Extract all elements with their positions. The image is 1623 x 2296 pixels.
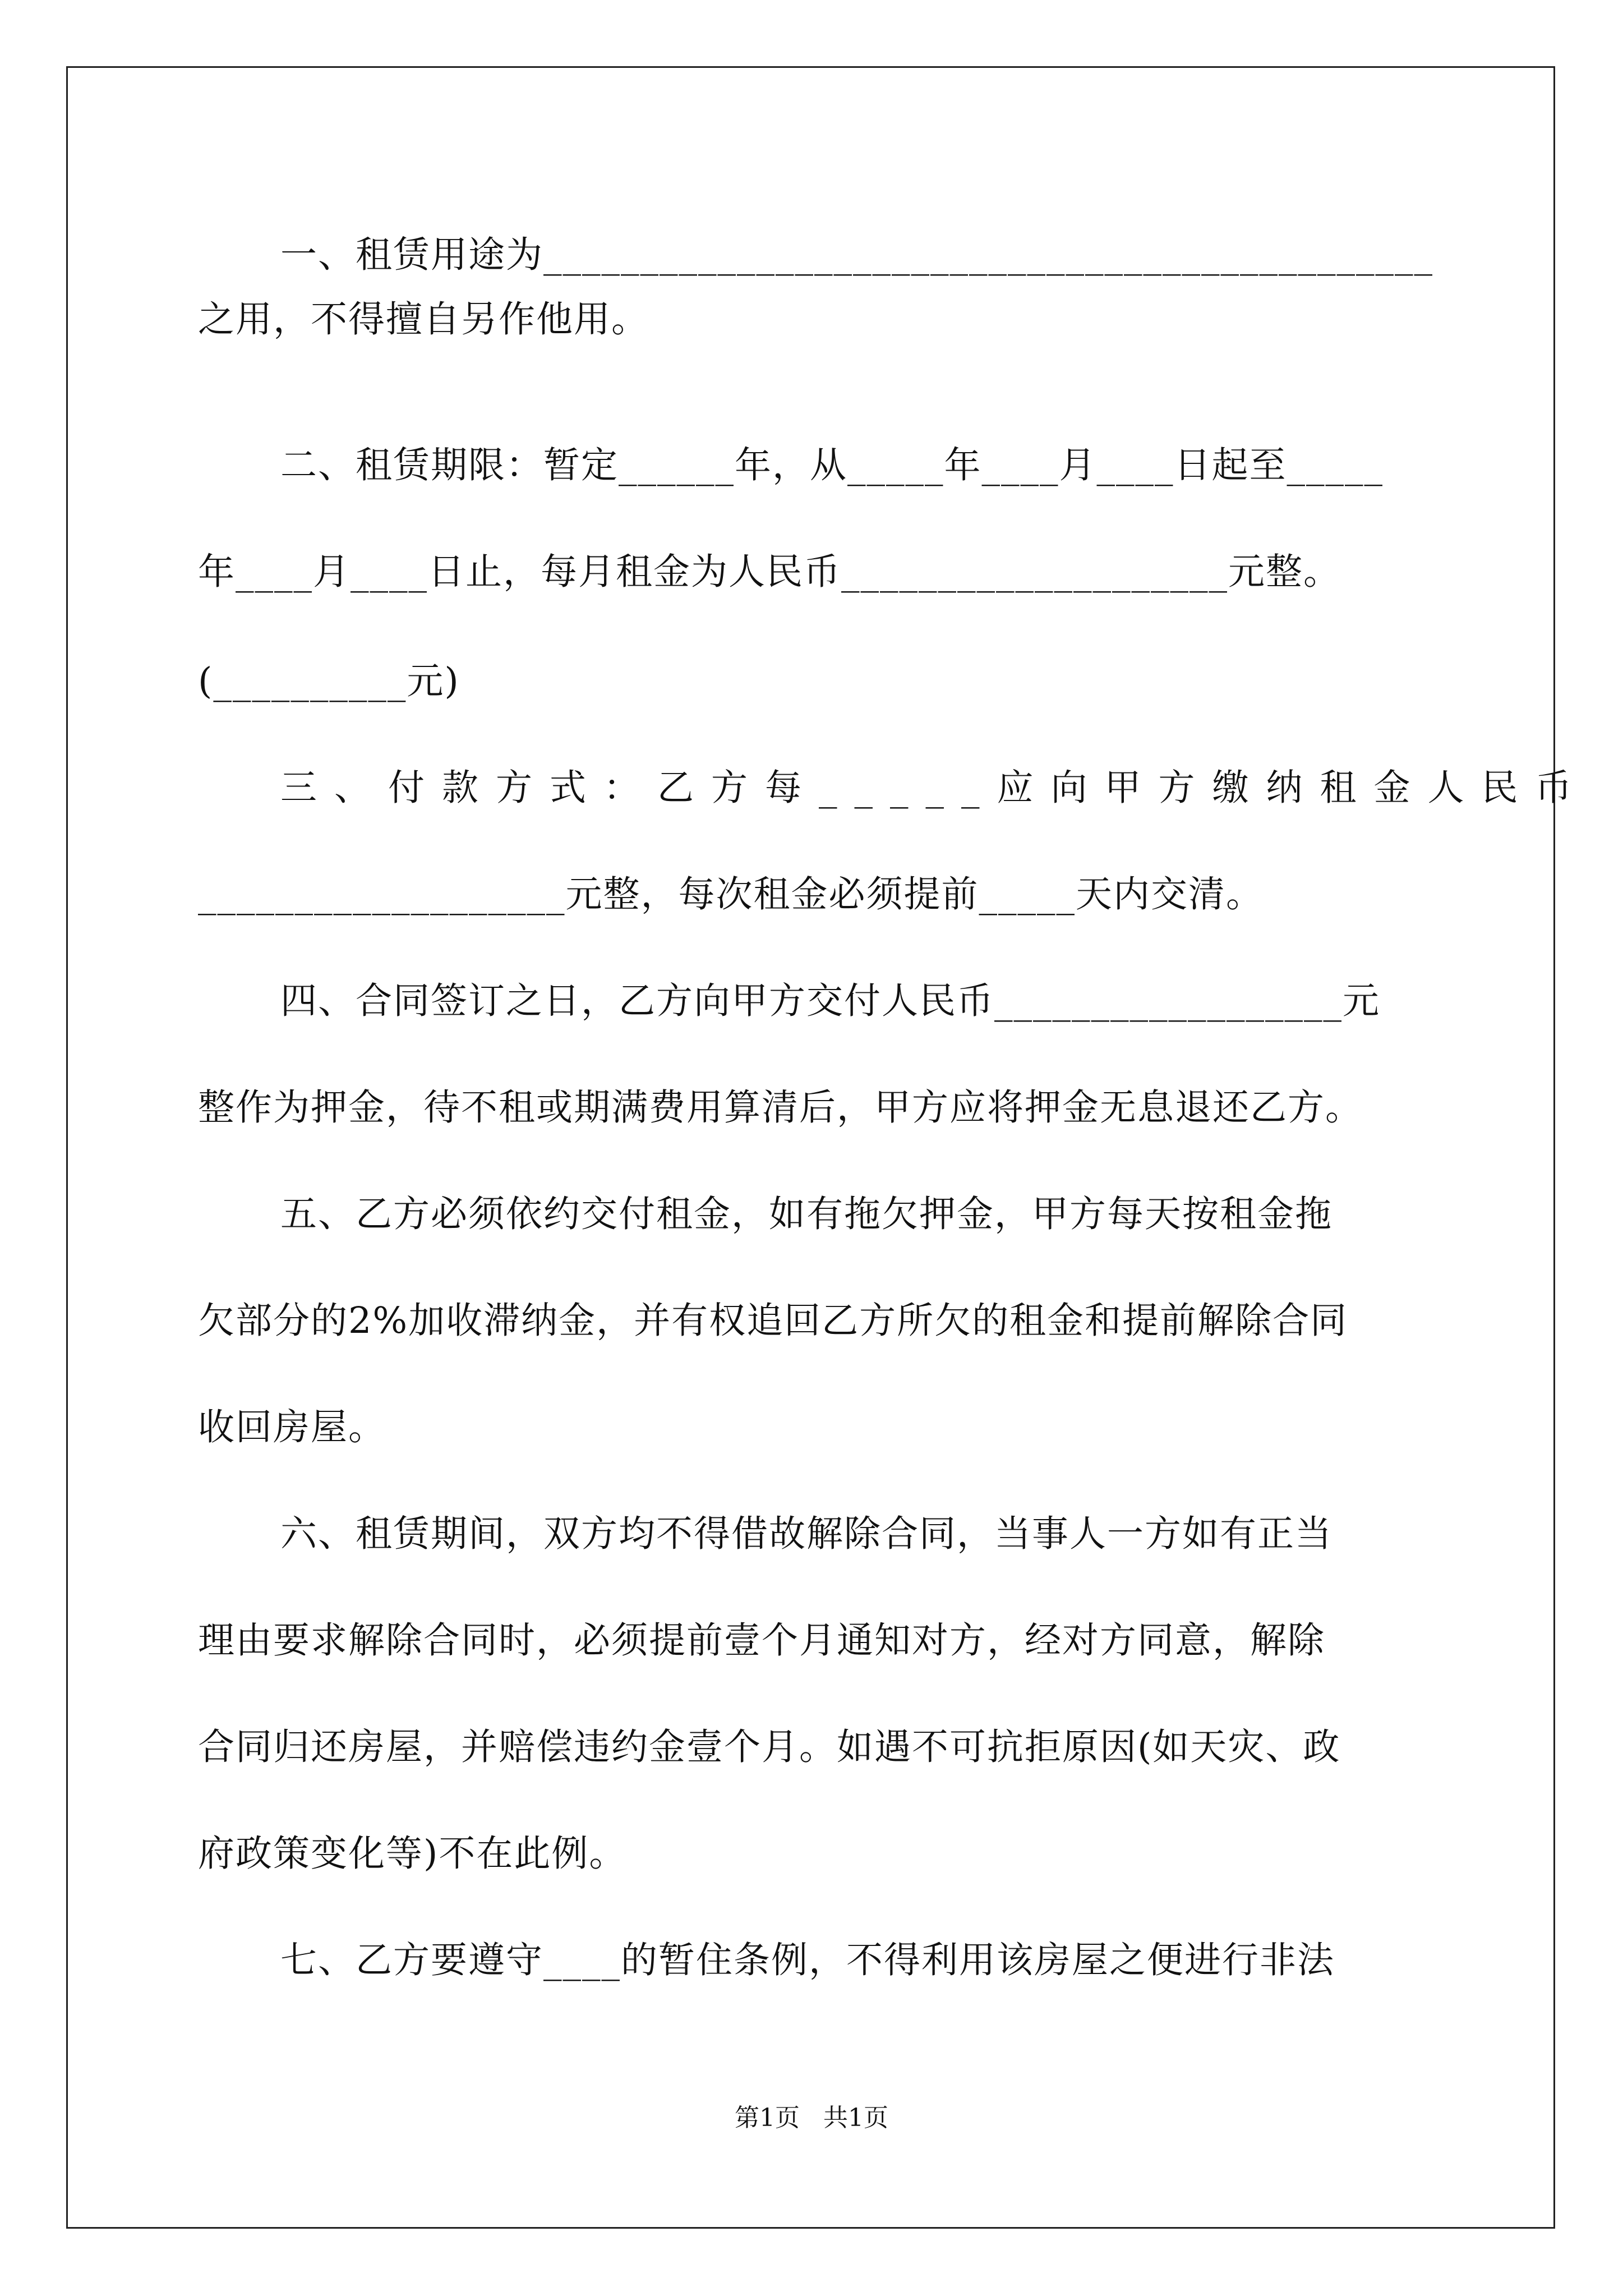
page-border	[66, 66, 1555, 2229]
clause-6-line-1: 六、租赁期间，双方均不得借故解除合同，当事人一方如有正当	[280, 1513, 1333, 1555]
clause-5-line-2: 欠部分的2%加收滞纳金，并有权追回乙方所欠的租金和提前解除合同	[198, 1300, 1348, 1342]
clause-7-line-1: 七、乙方要遵守____的暂住条例，不得利用该房屋之便进行非法	[280, 1939, 1335, 1981]
clause-5-line-1: 五、乙方必须依约交付租金，如有拖欠押金，甲方每天按租金拖	[280, 1193, 1333, 1235]
clause-4-line-2: 整作为押金，待不租或期满费用算清后，甲方应将押金无息退还乙方。	[198, 1087, 1363, 1129]
clause-3-line-2: ___________________元整，每次租金必须提前_____天内交清。	[198, 873, 1264, 915]
clause-1-line-2: 之用，不得擅自另作他用。	[198, 298, 649, 341]
clause-2-line-3: (__________元)	[198, 660, 460, 702]
clause-2-line-1: 二、租赁期限：暂定______年，从_____年____月____日起至_____	[280, 444, 1384, 486]
clause-6-line-2: 理由要求解除合同时，必须提前壹个月通知对方，经对方同意，解除	[198, 1619, 1326, 1662]
clause-1-line-1: 一、租赁用途为______________________________________________	[280, 234, 1434, 276]
clause-5-line-3: 收回房屋。	[198, 1406, 386, 1448]
clause-3-line-1: 三、付款方式：乙方每_____应向甲方缴纳租金人民币	[280, 767, 1589, 809]
clause-6-line-3: 合同归还房屋，并赔偿违约金壹个月。如遇不可抗拒原因(如天灾、政	[198, 1726, 1341, 1768]
clause-4-line-1: 四、合同签订之日，乙方向甲方交付人民币__________________元	[280, 980, 1381, 1022]
clause-2-line-2: 年____月____日止，每月租金为人民币____________________元整。	[198, 551, 1341, 593]
page-footer: 第1页 共1页	[735, 2104, 888, 2132]
clause-6-line-4: 府政策变化等)不在此例。	[198, 1833, 627, 1875]
